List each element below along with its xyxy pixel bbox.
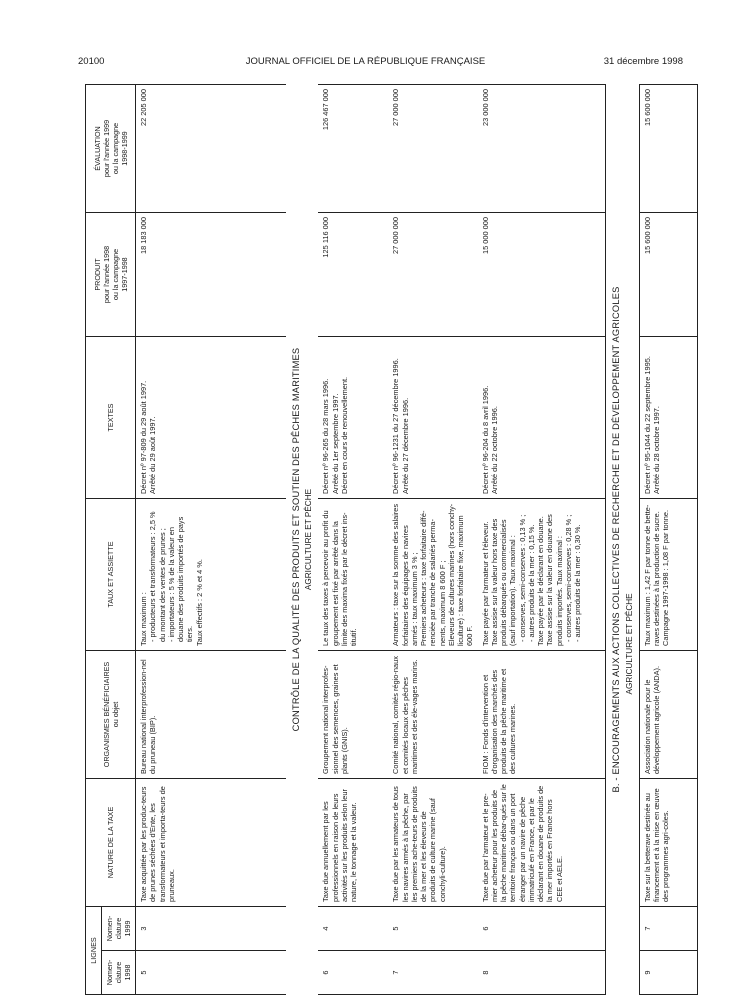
cell-evaluation: 22 205 000 — [136, 85, 286, 213]
texte-line: Arrêté du 29 août 1997. — [148, 416, 158, 494]
taux-line: Taxe assise sur la valeur en douane des produits importés. Taux maximal : — [545, 514, 564, 646]
tax-table — [85, 84, 698, 995]
cell-n1999: 3 — [136, 907, 286, 951]
section-b-ministry: AGRICULTURE ET PÊCHE — [624, 593, 634, 695]
cell-produit: 125 116 000 — [318, 213, 388, 337]
cell-evaluation: 15 600 000 — [639, 85, 697, 213]
section-c-title: CONTRÔLE DE LA QUALITÉ DES PRODUITS ET SOUTIEN DES PÊCHES MARITIMES — [290, 347, 301, 732]
taux-line: Eleveurs de cultures marines (hors conchy-liculture) : taxe forfaitaire fixe, maximum 600 F. — [446, 503, 475, 646]
cell-taux — [478, 499, 606, 651]
cell-produit: 18 183 000 — [136, 213, 286, 337]
rotated-table-frame — [85, 85, 685, 995]
taux-line: Armateurs : taxe sur la somme des salaires forfaitaires des équipages de navires armés : taux maximum 3 % ; — [391, 503, 419, 646]
cell-n1998: 5 — [136, 951, 286, 995]
texte-line: Arrêté du 22 octobre 1996. — [489, 406, 499, 494]
cell-textes — [388, 337, 477, 499]
section-ministry-row — [303, 85, 318, 995]
header-nomenclature-1998: Nomen- clature 1998 — [102, 951, 136, 995]
taux-line: Campagne 1997-1998 : 1,08 F par tonne. — [661, 509, 671, 646]
cell-n1998: 9 — [639, 951, 697, 995]
table-row — [639, 85, 697, 995]
cell-taux — [318, 499, 388, 651]
header-organismes: ORGANISMES BÉNÉFICIAIRES ou objet — [86, 651, 136, 779]
header-taux: TAUX ET ASSIETTE — [86, 499, 136, 651]
taux-line: - conserves, semi-conserves : 0,28 % ; — [563, 514, 573, 642]
texte-line: Arrêté du 1er septembre 1997. — [330, 393, 340, 494]
cell-nature: Taxe acquittée par les produc-teurs de prunes séchées d'Ente, les transformateurs et importa-teurs de pruneaux. — [136, 779, 286, 907]
section-title-row — [606, 85, 624, 995]
cell-organisme: Bureau national interprofession-nel du pruneau (BIP). — [136, 651, 286, 779]
taux-line: Le taux des taxes à percevoir au profit du groupement est fixé par arrêté dans la limite des maxima fixés par le décret ins-titutif. — [321, 510, 359, 646]
journal-title: JOURNAL OFFICIEL DE LA RÉPUBLIQUE FRANÇAISE — [245, 56, 486, 67]
header-lignes: LIGNES — [86, 907, 102, 995]
cell-produit: 27 000 000 — [388, 213, 477, 337]
page-number: 20100 — [78, 56, 105, 67]
texte-line: Arrêté du 28 octobre 1997. — [652, 406, 662, 494]
texte-line: Décret nº 96-1231 du 27 décembre 1996. — [391, 358, 401, 494]
cell-produit: 15 000 000 — [478, 213, 606, 337]
cell-evaluation: 23 000 000 — [478, 85, 606, 213]
taux-line: Taxe payée par l'armateur et l'éleveur. — [480, 521, 490, 646]
rotated-table-content — [85, 85, 685, 995]
cell-nature: Taxe due par l'armateur et le pre-mier acheteur pour les produits de la pêche maritime débar-qués sur le territoire français ou dans un port étranger par un navire de pêche immatriculé en France, et par le déclarant en douane de produits de la mer importés en France hors CEE et AELE. — [478, 779, 606, 907]
cell-taux — [388, 499, 477, 651]
cell-nature: Taxe due par les armateurs de tous les navires armés à la pêche, par les premiers ache-teurs de produits de la mer et les éleveurs de produits de culture marine (sauf conchyli-culture). — [388, 779, 477, 907]
cell-organisme: Groupement national interprofes-sionnel des semences, graines et plants (GNIS). — [318, 651, 388, 779]
taux-line: Taxe assise sur la valeur hors taxe des produits débarqués ou commercialisés (sauf importation). Taux maximal : — [489, 518, 518, 646]
cell-evaluation: 27 000 000 — [388, 85, 477, 213]
taux-line: - conserves, semi-conserves : 0,13 % ; — [517, 514, 527, 642]
texte-line: Décret nº 97-809 du 29 août 1997. — [139, 380, 148, 494]
cell-n1999: 4 — [318, 907, 388, 951]
cell-n1999: 6 — [478, 907, 606, 951]
cell-textes — [318, 337, 388, 499]
header-nature: NATURE DE LA TAXE — [86, 779, 136, 907]
cell-n1998: 8 — [478, 951, 606, 995]
cell-n1998: 6 — [318, 951, 388, 995]
table-row — [318, 85, 388, 995]
texte-line: Décret en cours de renouvellement. — [339, 376, 349, 494]
taux-line: - producteurs et transformateurs : 2,5 % du montant des ventes de prunes ; — [148, 511, 167, 642]
cell-nature: Taxe due annuellement par les professionnels en raison de leurs activités sur les produits selon leur nature, le tonnage et la valeur. — [318, 779, 388, 907]
section-b-title: B. - ENCOURAGEMENTS AUX ACTIONS COLLECTIVES DE RECHERCHE ET DE DÉVELOPPEMENT AGRICOLES — [611, 286, 622, 793]
cell-n1998: 7 — [388, 951, 477, 995]
taux-line: Taux effectifs : 2 % et 4 %. — [194, 559, 204, 646]
taux-line: Taux maximum : 1,42 F par tonne de bette-raves destinées à la production de sucre. — [642, 504, 662, 646]
texte-line: Décret nº 96-265 du 28 mars 1996. — [321, 378, 331, 494]
cell-textes — [136, 337, 286, 499]
cell-n1999: 7 — [639, 907, 697, 951]
cell-nature: Taxe sur la betterave destinée au financement et à la mise en œuvre des programmes agri-coles. — [639, 779, 697, 907]
section-ministry-row — [624, 85, 640, 995]
cell-organisme: Association nationale pour le développement agricole (ANDA). — [639, 651, 697, 779]
taux-line: - autres produits de la mer : 0,30 %. — [573, 524, 583, 642]
taux-line: Taux maximum : — [139, 592, 148, 646]
taux-line: - importateurs : 5 % de la valeur en douane des produits importés de pays tiers. — [166, 516, 195, 642]
taux-line: - autres produits de la mer : 0,15 %. — [526, 524, 536, 642]
table-row — [388, 85, 477, 995]
section-c-ministry: AGRICULTURE ET PÊCHE — [304, 488, 314, 591]
cell-produit: 15 600 000 — [639, 213, 697, 337]
cell-organisme: Comité national, comités régio-naux et comités locaux des pêches maritimes et des éle-vages marins. — [388, 651, 477, 779]
table-row — [478, 85, 606, 995]
cell-taux — [639, 499, 697, 651]
texte-line: Arrêté du 27 décembre 1996. — [400, 397, 410, 494]
issue-date: 31 décembre 1998 — [603, 56, 683, 67]
cell-textes — [639, 337, 697, 499]
table-row — [136, 85, 286, 995]
taux-line: Premiers acheteurs : taxe forfaitaire diffé-renciée par tranche de salariés perma-nents, maximum 8 600 F ; — [419, 510, 447, 646]
cell-evaluation: 126 467 000 — [318, 85, 388, 213]
taux-line: Taxe payée par le déclarant en douane. — [536, 516, 546, 646]
cell-organisme: FIOM : Fonds d'intervention et d'organisation des marchés des produits de la pêche maritime et des cultures marines. — [478, 651, 606, 779]
header-produit: PRODUIT pour l'année 1998 ou la campagne 1997-1998 — [86, 213, 136, 337]
page-header — [0, 56, 731, 70]
section-title-row — [286, 85, 304, 995]
texte-line: Décret nº 95-1044 du 22 septembre 1995. — [642, 356, 652, 494]
header-nomenclature-1999: Nomen- clature 1999 — [102, 907, 136, 951]
cell-taux — [136, 499, 286, 651]
header-evaluation: ÉVALUATION pour l'année 1999 ou la campagne 1998-1999 — [86, 85, 136, 213]
cell-textes — [478, 337, 606, 499]
texte-line: Décret nº 96-204 du 8 avril 1996. — [480, 385, 490, 494]
header-textes: TEXTES — [86, 337, 136, 499]
cell-n1999: 5 — [388, 907, 477, 951]
